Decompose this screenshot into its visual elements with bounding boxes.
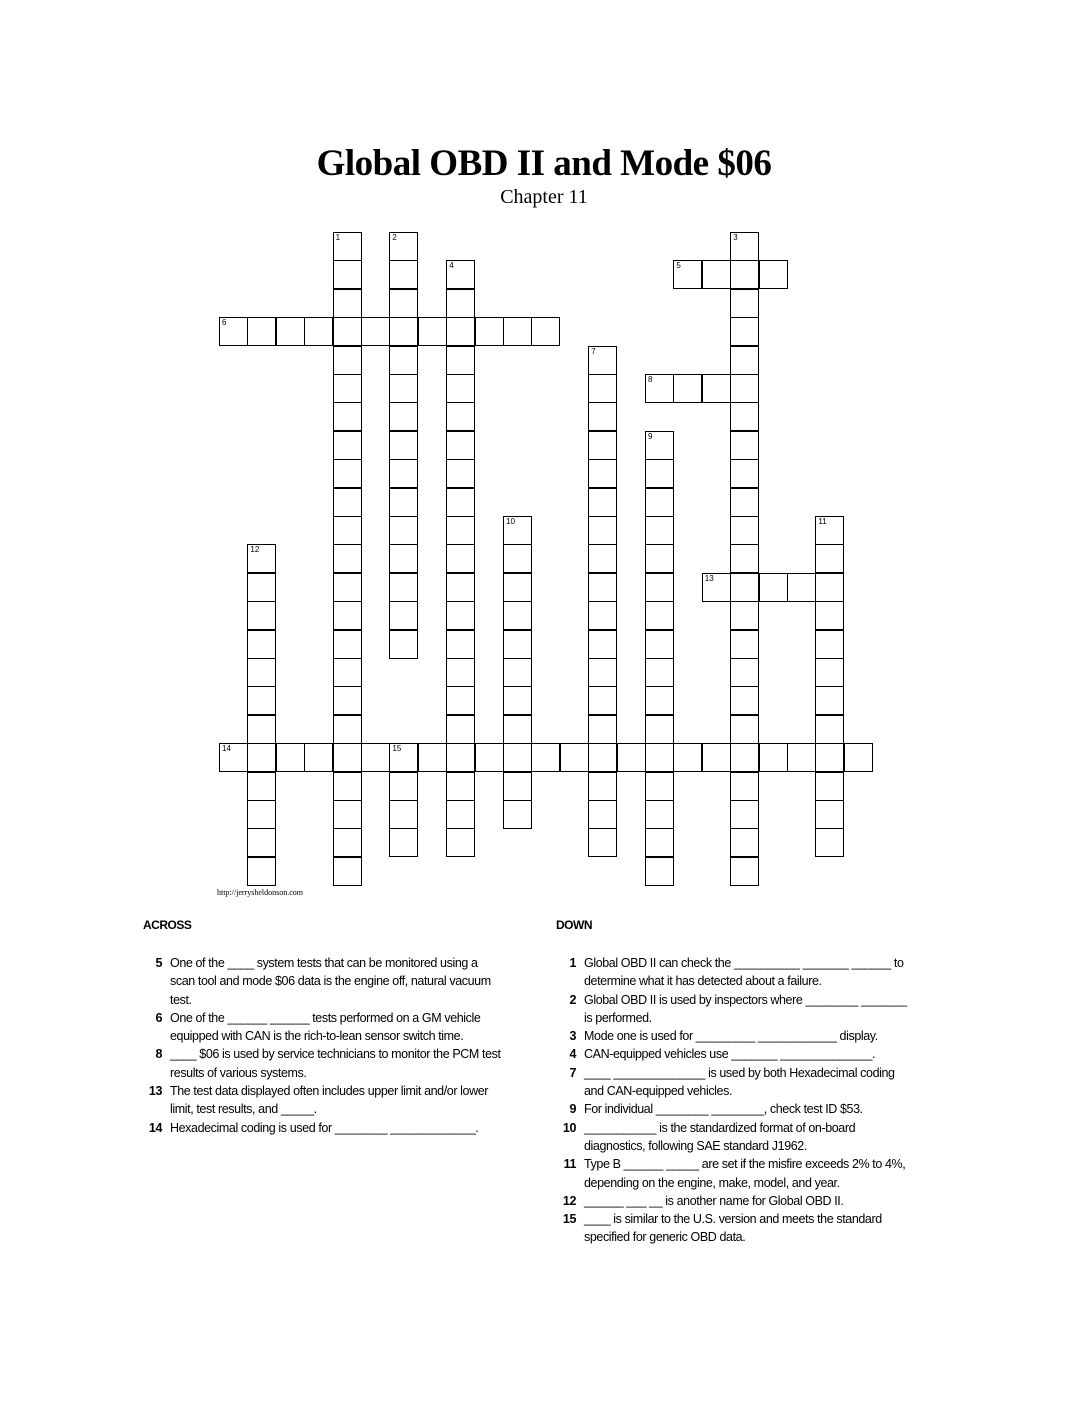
grid-cell[interactable] <box>730 374 759 403</box>
grid-cell[interactable] <box>333 544 362 573</box>
grid-cell[interactable] <box>503 573 532 602</box>
grid-cell[interactable] <box>645 686 674 715</box>
grid-cell[interactable] <box>247 857 276 886</box>
grid-cell[interactable] <box>503 715 532 744</box>
grid-cell[interactable] <box>503 658 532 687</box>
clue-number: 4 <box>569 1047 576 1062</box>
grid-cell[interactable] <box>247 544 276 573</box>
down-clue <box>554 1192 916 1210</box>
grid-cell[interactable] <box>844 743 873 772</box>
grid-cell[interactable] <box>730 544 759 573</box>
grid-cell[interactable] <box>730 260 759 289</box>
grid-cell[interactable] <box>333 346 362 375</box>
grid-cell[interactable] <box>588 516 617 545</box>
grid-cell[interactable] <box>588 828 617 857</box>
grid-cell[interactable] <box>645 857 674 886</box>
grid-cell[interactable] <box>815 630 844 659</box>
grid-cell[interactable] <box>361 317 390 346</box>
grid-cell[interactable] <box>247 772 276 801</box>
grid-cell[interactable] <box>333 317 362 346</box>
clue-number: 9 <box>569 1102 576 1117</box>
grid-cell[interactable] <box>389 232 418 261</box>
clue-number-label: 10 <box>506 517 515 526</box>
grid-cell[interactable] <box>815 601 844 630</box>
grid-cell[interactable] <box>389 317 418 346</box>
grid-cell[interactable] <box>333 488 362 517</box>
grid-cell[interactable] <box>389 374 418 403</box>
grid-cell[interactable] <box>730 488 759 517</box>
grid-cell[interactable] <box>503 743 532 772</box>
grid-cell[interactable] <box>333 658 362 687</box>
clue-text: ______ ___ __ is another name for Global OBD II. <box>584 1193 844 1208</box>
grid-cell[interactable] <box>815 715 844 744</box>
grid-cell[interactable] <box>730 857 759 886</box>
grid-cell[interactable] <box>446 601 475 630</box>
grid-cell[interactable] <box>389 516 418 545</box>
grid-cell[interactable] <box>730 601 759 630</box>
down-clue <box>554 954 916 991</box>
clue-number: 3 <box>569 1029 576 1044</box>
grid-cell[interactable] <box>247 743 276 772</box>
grid-cell[interactable] <box>702 260 731 289</box>
grid-cell[interactable] <box>815 772 844 801</box>
grid-cell[interactable] <box>815 800 844 829</box>
grid-cell[interactable] <box>759 260 788 289</box>
clue-number: 7 <box>569 1065 576 1080</box>
grid-cell[interactable] <box>333 431 362 460</box>
credit-url: http://jerrysheldonson.com <box>217 888 303 897</box>
grid-cell[interactable] <box>730 715 759 744</box>
clue-number-label: 15 <box>392 744 402 754</box>
grid-cell[interactable] <box>333 459 362 488</box>
grid-cell[interactable] <box>645 544 674 573</box>
grid-cell[interactable] <box>503 601 532 630</box>
grid-cell[interactable] <box>475 743 504 772</box>
grid-cell[interactable] <box>531 317 560 346</box>
grid-cell[interactable] <box>276 317 305 346</box>
grid-cell[interactable] <box>730 800 759 829</box>
grid-cell[interactable] <box>446 715 475 744</box>
grid-cell[interactable] <box>333 686 362 715</box>
grid-cell[interactable] <box>730 317 759 346</box>
grid-cell[interactable] <box>333 374 362 403</box>
clue-text: ____ $06 is used by service technicians to monitor the PCM test results of various systems. <box>170 1047 501 1080</box>
clue-text: Global OBD II can check the __________ _______ ______ to determine what it has detected about a failure. <box>584 956 904 989</box>
grid-cell[interactable] <box>815 516 844 545</box>
grid-cell[interactable] <box>815 658 844 687</box>
clue-number-label: 8 <box>648 375 653 384</box>
grid-cell[interactable] <box>617 743 646 772</box>
grid-cell[interactable] <box>389 346 418 375</box>
clue-number: 6 <box>155 1010 162 1025</box>
clue-text: One of the ____ system tests that can be monitored using a scan tool and mode $06 data is the engine off, natural vacuum test. <box>170 956 491 1007</box>
grid-cell[interactable] <box>588 800 617 829</box>
grid-cell[interactable] <box>503 630 532 659</box>
clue-text: Mode one is used for _________ ____________ display. <box>584 1029 878 1044</box>
grid-cell[interactable] <box>333 516 362 545</box>
grid-cell[interactable] <box>418 317 447 346</box>
grid-cell[interactable] <box>333 260 362 289</box>
grid-cell[interactable] <box>475 317 504 346</box>
grid-cell[interactable] <box>702 743 731 772</box>
grid-cell[interactable] <box>787 573 816 602</box>
grid-cell[interactable] <box>645 828 674 857</box>
grid-cell[interactable] <box>759 743 788 772</box>
clue-text: CAN-equipped vehicles use _______ ______________. <box>584 1047 876 1062</box>
clue-number-label: 2 <box>392 233 397 242</box>
across-clue <box>140 954 502 1009</box>
grid-cell[interactable] <box>645 630 674 659</box>
grid-cell[interactable] <box>730 516 759 545</box>
clue-number: 10 <box>562 1120 576 1135</box>
clue-number-label: 9 <box>648 431 653 441</box>
grid-cell[interactable] <box>418 743 447 772</box>
grid-cell[interactable] <box>446 346 475 375</box>
grid-cell[interactable] <box>446 743 475 772</box>
grid-cell[interactable] <box>588 573 617 602</box>
grid-cell[interactable] <box>815 686 844 715</box>
grid-cell[interactable] <box>446 828 475 857</box>
grid-cell[interactable] <box>588 601 617 630</box>
grid-cell[interactable] <box>333 402 362 431</box>
down-clue <box>554 991 916 1028</box>
grid-cell[interactable] <box>730 402 759 431</box>
grid-cell[interactable] <box>446 260 475 289</box>
grid-cell[interactable] <box>560 743 589 772</box>
grid-cell[interactable] <box>247 715 276 744</box>
clue-number-label: 14 <box>222 744 231 754</box>
grid-cell[interactable] <box>304 317 333 346</box>
grid-cell[interactable] <box>730 431 759 460</box>
grid-cell[interactable] <box>333 828 362 857</box>
grid-cell[interactable] <box>645 772 674 801</box>
grid-cell[interactable] <box>645 601 674 630</box>
clue-number: 2 <box>569 992 576 1007</box>
clue-number: 1 <box>569 956 576 970</box>
grid-cell[interactable] <box>787 743 816 772</box>
down-clue-list <box>554 954 916 1247</box>
down-clue <box>554 1045 916 1063</box>
clue-number-label: 3 <box>733 233 738 242</box>
grid-cell[interactable] <box>389 800 418 829</box>
clue-text: ____ ______________ is used by both Hexadecimal coding and CAN-equipped vehicles. <box>584 1065 895 1099</box>
grid-cell[interactable] <box>247 601 276 630</box>
grid-cell[interactable] <box>446 374 475 403</box>
grid-cell[interactable] <box>673 260 702 289</box>
grid-cell[interactable] <box>219 743 248 772</box>
grid-cell[interactable] <box>730 828 759 857</box>
grid-cell[interactable] <box>531 743 560 772</box>
grid-cell[interactable] <box>333 772 362 801</box>
grid-cell[interactable] <box>389 289 418 318</box>
grid-cell[interactable] <box>389 459 418 488</box>
grid-cell[interactable] <box>730 459 759 488</box>
grid-cell[interactable] <box>389 544 418 573</box>
grid-cell[interactable] <box>389 743 418 772</box>
grid-cell[interactable] <box>588 431 617 460</box>
grid-cell[interactable] <box>333 743 362 772</box>
grid-cell[interactable] <box>503 544 532 573</box>
clue-number-label: 12 <box>250 545 260 555</box>
clue-text: Hexadecimal coding is used for ________ _____________. <box>170 1120 479 1135</box>
grid-cell[interactable] <box>446 544 475 573</box>
grid-cell[interactable] <box>588 402 617 431</box>
grid-cell[interactable] <box>333 857 362 886</box>
grid-cell[interactable] <box>815 743 844 772</box>
grid-cell[interactable] <box>247 317 276 346</box>
page-subtitle: Chapter 11 <box>500 186 588 208</box>
grid-cell[interactable] <box>815 828 844 857</box>
across-clue <box>140 1009 502 1046</box>
grid-cell[interactable] <box>645 743 674 772</box>
across-clue-list <box>140 954 502 1137</box>
grid-cell[interactable] <box>645 573 674 602</box>
grid-cell[interactable] <box>815 544 844 573</box>
clue-number: 11 <box>563 1157 576 1172</box>
grid-cell[interactable] <box>446 630 475 659</box>
grid-cell[interactable] <box>588 459 617 488</box>
grid-cell[interactable] <box>588 743 617 772</box>
clue-text: ____ is similar to the U.S. version and meets the standard specified for generic OBD data. <box>584 1212 882 1245</box>
grid-cell[interactable] <box>588 630 617 659</box>
grid-cell[interactable] <box>759 573 788 602</box>
grid-cell[interactable] <box>247 658 276 687</box>
grid-cell[interactable] <box>645 431 674 460</box>
grid-cell[interactable] <box>389 260 418 289</box>
down-clue <box>554 1155 916 1192</box>
clue-text: Global OBD II is used by inspectors where ________ _______ is performed. <box>584 992 907 1025</box>
grid-cell[interactable] <box>333 232 362 261</box>
grid-cell[interactable] <box>446 289 475 318</box>
grid-cell[interactable] <box>815 573 844 602</box>
clue-text: ___________ is the standardized format of on-board diagnostics, following SAE standard J1962. <box>584 1120 856 1153</box>
clue-text: Type B ______ _____ are set if the misfire exceeds 2% to 4%, depending on the engine, make, model, and year. <box>584 1157 906 1190</box>
clue-number: 15 <box>562 1212 576 1227</box>
grid-cell[interactable] <box>588 346 617 375</box>
grid-cell[interactable] <box>503 516 532 545</box>
clue-number-label: 5 <box>676 261 681 271</box>
grid-cell[interactable] <box>503 800 532 829</box>
grid-cell[interactable] <box>588 715 617 744</box>
clue-text: The test data displayed often includes upper limit and/or lower limit, test results, and _____. <box>170 1084 489 1117</box>
grid-cell[interactable] <box>446 658 475 687</box>
grid-cell[interactable] <box>389 601 418 630</box>
grid-cell[interactable] <box>446 573 475 602</box>
grid-cell[interactable] <box>645 658 674 687</box>
across-clue <box>140 1119 502 1137</box>
grid-cell[interactable] <box>247 800 276 829</box>
grid-cell[interactable] <box>446 686 475 715</box>
grid-cell[interactable] <box>503 772 532 801</box>
down-heading: DOWN <box>556 918 592 932</box>
grid-cell[interactable] <box>645 459 674 488</box>
clue-number-label: 1 <box>335 233 341 242</box>
clue-number-label: 7 <box>591 346 596 356</box>
clue-number: 14 <box>148 1120 162 1135</box>
down-clue <box>554 1027 916 1045</box>
grid-cell[interactable] <box>333 573 362 602</box>
grid-cell[interactable] <box>446 772 475 801</box>
grid-cell[interactable] <box>304 743 333 772</box>
clue-number: 8 <box>155 1047 162 1062</box>
grid-cell[interactable] <box>389 573 418 602</box>
grid-cell[interactable] <box>730 772 759 801</box>
grid-cell[interactable] <box>588 374 617 403</box>
grid-cell[interactable] <box>389 772 418 801</box>
grid-cell[interactable] <box>645 516 674 545</box>
grid-cell[interactable] <box>730 686 759 715</box>
grid-cell[interactable] <box>333 800 362 829</box>
grid-cell[interactable] <box>588 658 617 687</box>
grid-cell[interactable] <box>389 828 418 857</box>
grid-cell[interactable] <box>503 317 532 346</box>
grid-cell[interactable] <box>673 743 702 772</box>
grid-cell[interactable] <box>673 374 702 403</box>
grid-cell[interactable] <box>645 715 674 744</box>
clue-text: For individual ________ ________, check test ID $53. <box>584 1102 863 1117</box>
grid-cell[interactable] <box>702 573 731 602</box>
grid-cell[interactable] <box>389 402 418 431</box>
grid-cell[interactable] <box>503 686 532 715</box>
grid-cell[interactable] <box>446 431 475 460</box>
across-heading: ACROSS <box>143 918 192 932</box>
grid-cell[interactable] <box>247 573 276 602</box>
clue-number-label: 11 <box>818 517 827 526</box>
grid-cell[interactable] <box>645 800 674 829</box>
across-clue <box>140 1045 502 1082</box>
grid-cell[interactable] <box>730 630 759 659</box>
clue-number-label: 13 <box>704 573 714 583</box>
clue-number: 12 <box>562 1193 576 1208</box>
grid-cell[interactable] <box>730 743 759 772</box>
grid-cell[interactable] <box>446 317 475 346</box>
grid-cell[interactable] <box>645 488 674 517</box>
down-clue <box>554 1210 916 1247</box>
grid-cell[interactable] <box>333 630 362 659</box>
grid-cell[interactable] <box>333 289 362 318</box>
across-clue <box>140 1082 502 1119</box>
grid-cell[interactable] <box>276 743 305 772</box>
clue-number: 13 <box>148 1084 162 1099</box>
grid-cell[interactable] <box>333 715 362 744</box>
grid-cell[interactable] <box>219 317 248 346</box>
grid-cell[interactable] <box>247 686 276 715</box>
grid-cell[interactable] <box>730 346 759 375</box>
down-clue <box>554 1064 916 1101</box>
grid-cell[interactable] <box>247 630 276 659</box>
grid-cell[interactable] <box>361 743 390 772</box>
grid-cell[interactable] <box>730 573 759 602</box>
grid-cell[interactable] <box>730 232 759 261</box>
clue-number-label: 6 <box>222 318 227 328</box>
grid-cell[interactable] <box>588 772 617 801</box>
grid-cell[interactable] <box>446 516 475 545</box>
clue-number: 5 <box>155 956 162 970</box>
clue-number-label: 4 <box>449 261 454 271</box>
clue-text: One of the ______ ______ tests performed on a GM vehicle equipped with CAN is the rich-to-lean sensor switch time. <box>170 1010 481 1044</box>
grid-cell[interactable] <box>588 544 617 573</box>
grid-cell[interactable] <box>389 431 418 460</box>
grid-cell[interactable] <box>730 658 759 687</box>
grid-cell[interactable] <box>588 686 617 715</box>
grid-cell[interactable] <box>645 374 674 403</box>
page-title: Global OBD II and Mode $06 <box>316 143 772 184</box>
grid-cell[interactable] <box>446 488 475 517</box>
down-clue <box>554 1100 916 1118</box>
grid-cell[interactable] <box>247 828 276 857</box>
grid-cell[interactable] <box>588 488 617 517</box>
down-clue <box>554 1119 916 1156</box>
grid-cell[interactable] <box>446 402 475 431</box>
grid-cell[interactable] <box>389 488 418 517</box>
grid-cell[interactable] <box>730 289 759 318</box>
grid-cell[interactable] <box>333 601 362 630</box>
grid-cell[interactable] <box>446 459 475 488</box>
grid-cell[interactable] <box>446 800 475 829</box>
grid-cell[interactable] <box>702 374 731 403</box>
grid-cell[interactable] <box>389 630 418 659</box>
